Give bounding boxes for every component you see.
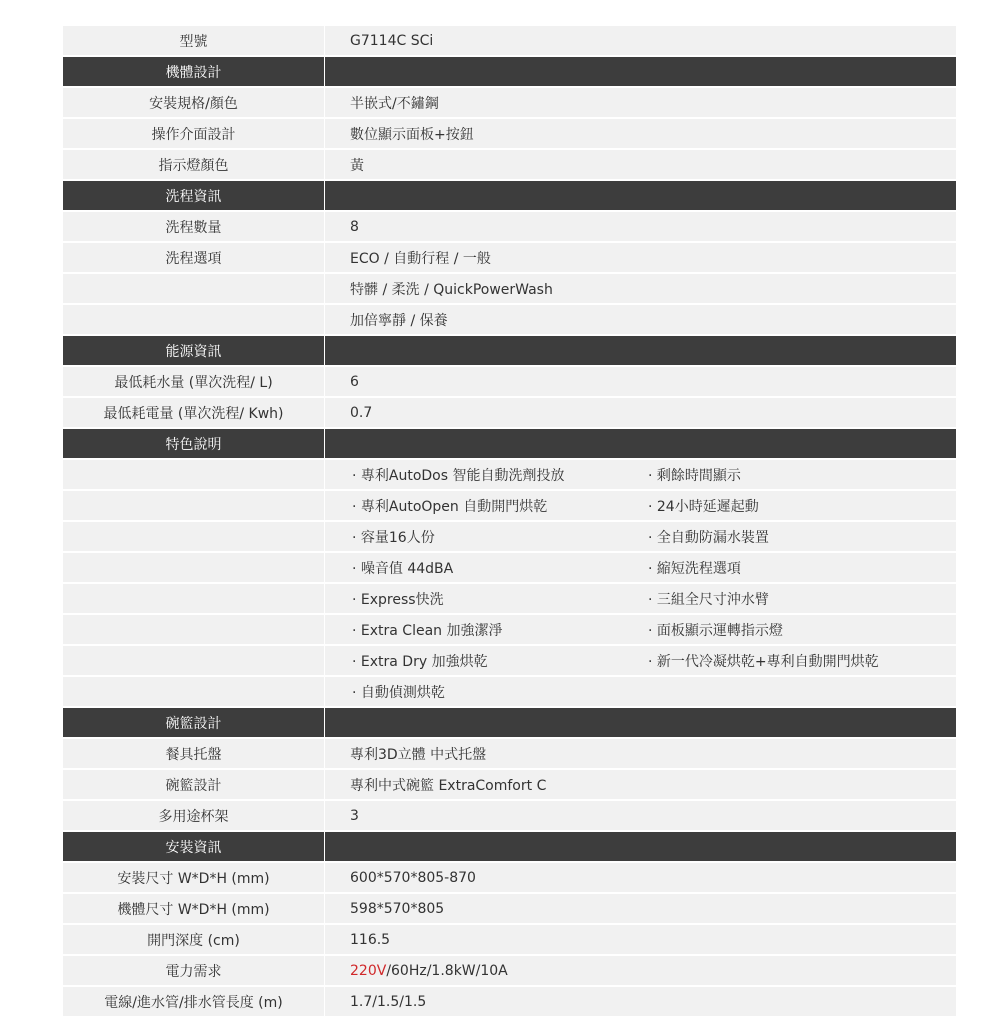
- spec-value: 6: [325, 367, 956, 396]
- feature-row: [63, 646, 956, 675]
- feature-cell: [325, 646, 956, 675]
- spec-value: 黃: [325, 150, 956, 179]
- spec-label: [63, 646, 324, 675]
- spec-table: [63, 26, 956, 1018]
- spec-row: [63, 863, 956, 892]
- spec-row: [63, 305, 956, 334]
- feature-item: · 三組全尺寸沖水臂: [648, 591, 769, 608]
- feature-cell: [325, 677, 956, 706]
- spec-row: [63, 26, 956, 55]
- spec-label: [63, 584, 324, 613]
- feature-item: · 容量16人份: [352, 529, 435, 546]
- spec-row: [63, 274, 956, 303]
- spec-value: 600*570*805-870: [325, 863, 956, 892]
- spec-row: [63, 398, 956, 427]
- spec-row: [63, 894, 956, 923]
- feature-cell: [325, 615, 956, 644]
- spec-label: 餐具托盤: [63, 739, 324, 768]
- feature-item: · 噪音值 44dBA: [352, 560, 454, 577]
- section-title: 碗籃設計: [63, 708, 324, 737]
- spec-label: 碗籃設計: [63, 770, 324, 799]
- section-header-row: [63, 708, 956, 737]
- spec-label: [63, 274, 324, 303]
- feature-cell: [325, 522, 956, 551]
- section-header-row: [63, 832, 956, 861]
- feature-item: · 自動偵測烘乾: [352, 684, 445, 701]
- section-header-row: [63, 181, 956, 210]
- spec-row: [63, 801, 956, 830]
- spec-label: [63, 460, 324, 489]
- section-header-row: [63, 336, 956, 365]
- spec-label: 指示燈顏色: [63, 150, 324, 179]
- feature-cell: [325, 553, 956, 582]
- spec-value: 598*570*805: [325, 894, 956, 923]
- spec-value: ECO / 自動行程 / 一般: [325, 243, 956, 272]
- spec-label: 安裝規格/顏色: [63, 88, 324, 117]
- section-title: 洗程資訊: [63, 181, 324, 210]
- spec-row: [63, 367, 956, 396]
- feature-item: · Extra Dry 加強烘乾: [352, 653, 488, 670]
- spec-row: [63, 956, 956, 985]
- spec-label: [63, 491, 324, 520]
- section-title: 特色說明: [63, 429, 324, 458]
- spec-label: 最低耗水量 (單次洗程/ L): [63, 367, 324, 396]
- section-header-row: [63, 57, 956, 86]
- feature-cell: [325, 491, 956, 520]
- spec-label: 機體尺寸 W*D*H (mm): [63, 894, 324, 923]
- spec-value: 3: [325, 801, 956, 830]
- spec-value: 116.5: [325, 925, 956, 954]
- spec-value: 半嵌式/不鏽鋼: [325, 88, 956, 117]
- spec-label: 洗程選項: [63, 243, 324, 272]
- section-title: 能源資訊: [63, 336, 324, 365]
- spec-value: 0.7: [325, 398, 956, 427]
- power-spec-rest: /60Hz/1.8kW/10A: [386, 962, 508, 979]
- spec-value: 8: [325, 212, 956, 241]
- spec-value: [325, 429, 956, 458]
- spec-row: [63, 119, 956, 148]
- spec-row: [63, 770, 956, 799]
- spec-value: [325, 956, 956, 985]
- spec-label: [63, 553, 324, 582]
- spec-value: 1.7/1.5/1.5: [325, 987, 956, 1016]
- spec-label: 型號: [63, 26, 324, 55]
- spec-label: [63, 677, 324, 706]
- feature-item: · Express快洗: [352, 591, 444, 608]
- feature-item: · 縮短洗程選項: [648, 560, 741, 577]
- feature-cell: [325, 584, 956, 613]
- section-header-row: [63, 429, 956, 458]
- spec-label: [63, 615, 324, 644]
- feature-row: [63, 522, 956, 551]
- feature-item: · 新一代冷凝烘乾+專利自動開門烘乾: [648, 653, 879, 670]
- spec-label: [63, 305, 324, 334]
- spec-label: 洗程數量: [63, 212, 324, 241]
- voltage-highlight: 220V: [350, 962, 387, 979]
- feature-row: [63, 584, 956, 613]
- feature-item: · 全自動防漏水裝置: [648, 529, 769, 546]
- feature-row: [63, 615, 956, 644]
- spec-value: [325, 181, 956, 210]
- feature-row: [63, 677, 956, 706]
- feature-item: · 面板顯示運轉指示燈: [648, 622, 783, 639]
- spec-row: [63, 243, 956, 272]
- spec-value: 專利3D立體 中式托盤: [325, 739, 956, 768]
- feature-cell: [325, 460, 956, 489]
- spec-value: [325, 336, 956, 365]
- spec-value: [325, 708, 956, 737]
- spec-row: [63, 150, 956, 179]
- spec-label: 電線/進水管/排水管長度 (m): [63, 987, 324, 1016]
- feature-row: [63, 553, 956, 582]
- spec-value: G7114C SCi: [325, 26, 956, 55]
- spec-label: 多用途杯架: [63, 801, 324, 830]
- feature-row: [63, 460, 956, 489]
- spec-row: [63, 88, 956, 117]
- spec-row: [63, 987, 956, 1016]
- feature-item: · 24小時延遲起動: [648, 498, 759, 515]
- feature-item: · Extra Clean 加強潔淨: [352, 622, 503, 639]
- spec-value: 特髒 / 柔洗 / QuickPowerWash: [325, 274, 956, 303]
- spec-value: [325, 832, 956, 861]
- section-title: 機體設計: [63, 57, 324, 86]
- section-title: 安裝資訊: [63, 832, 324, 861]
- spec-label: 電力需求: [63, 956, 324, 985]
- spec-value: 專利中式碗籃 ExtraComfort C: [325, 770, 956, 799]
- spec-value: 加倍寧靜 / 保養: [325, 305, 956, 334]
- feature-item: · 專利AutoOpen 自動開門烘乾: [352, 498, 548, 515]
- spec-label: 最低耗電量 (單次洗程/ Kwh): [63, 398, 324, 427]
- spec-value: 數位顯示面板+按鈕: [325, 119, 956, 148]
- spec-label: 安裝尺寸 W*D*H (mm): [63, 863, 324, 892]
- spec-label: 操作介面設計: [63, 119, 324, 148]
- feature-row: [63, 491, 956, 520]
- feature-item: · 專利AutoDos 智能自動洗劑投放: [352, 467, 565, 484]
- spec-row: [63, 925, 956, 954]
- feature-item: · 剩餘時間顯示: [648, 467, 741, 484]
- spec-value: [325, 57, 956, 86]
- spec-row: [63, 739, 956, 768]
- spec-label: [63, 522, 324, 551]
- spec-label: 開門深度 (cm): [63, 925, 324, 954]
- spec-row: [63, 212, 956, 241]
